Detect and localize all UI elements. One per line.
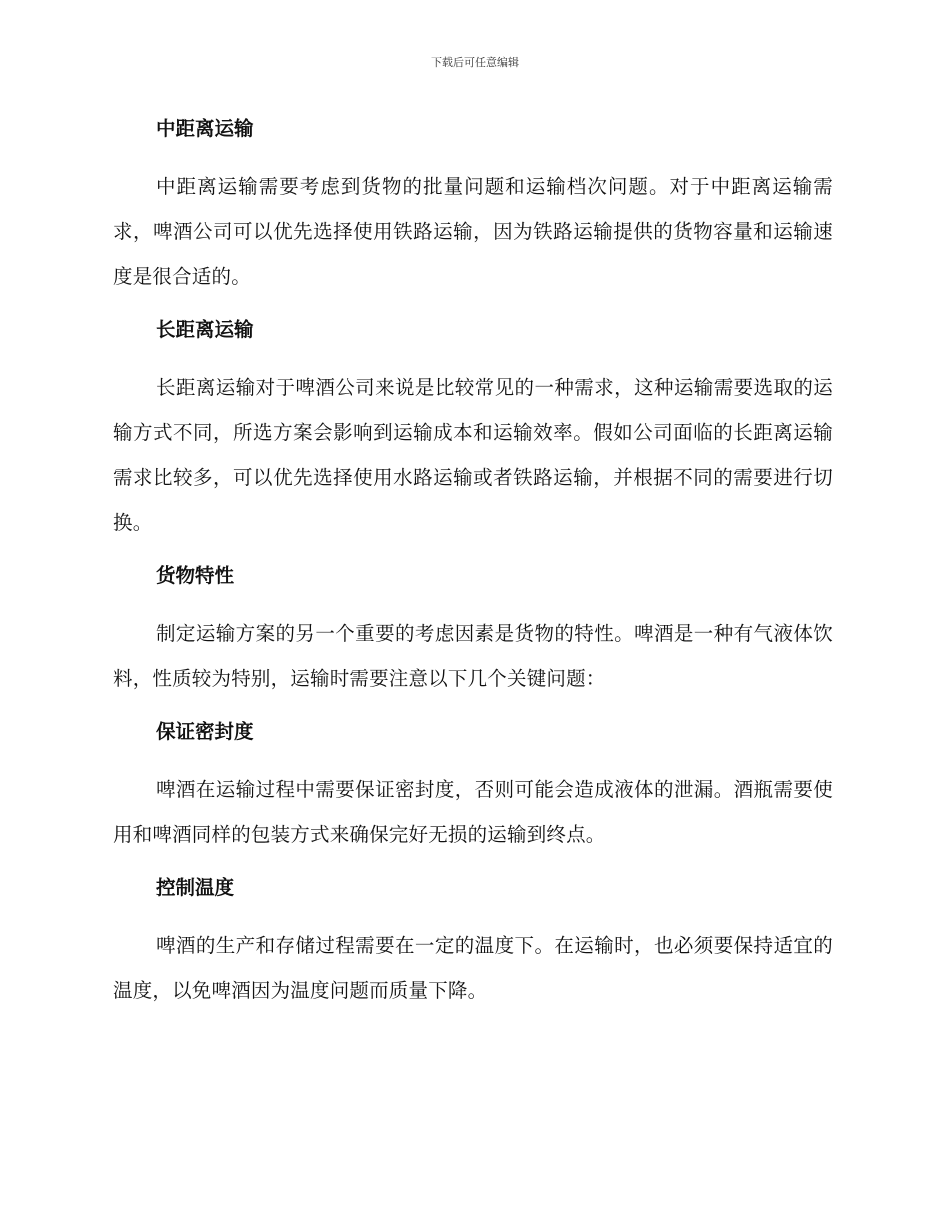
section-paragraph: 长距离运输对于啤酒公司来说是比较常见的一种需求，这种运输需要选取的运输方式不同，所选方案会影响到运输成本和运输效率。假如公司面临的长距离运输需求比较多，可以优先选择使用水路运输或者铁路运输，并根据不同的需要进行切换。 <box>113 376 833 534</box>
section-paragraph: 中距离运输需要考虑到货物的批量问题和运输档次问题。对于中距离运输需求，啤酒公司可以优先选择使用铁路运输，因为铁路运输提供的货物容量和运输速度是很合适的。 <box>113 175 833 288</box>
document-content <box>113 112 833 1013</box>
section-heading: 控制温度 <box>156 876 235 899</box>
section-heading: 货物特性 <box>156 564 235 587</box>
header-note: 下载后可任意编辑 <box>431 56 519 69</box>
section-heading: 长距离运输 <box>156 318 254 341</box>
section-paragraph: 制定运输方案的另一个重要的考虑因素是货物的特性。啤酒是一种有气液体饮料，性质较为特别，运输时需要注意以下几个关键问题： <box>113 622 833 690</box>
section-paragraph: 啤酒在运输过程中需要保证密封度，否则可能会造成液体的泄漏。酒瓶需要使用和啤酒同样的包装方式来确保完好无损的运输到终点。 <box>113 778 833 846</box>
section-paragraph: 啤酒的生产和存储过程需要在一定的温度下。在运输时，也必须要保持适宜的温度，以免啤酒因为温度问题而质量下降。 <box>113 934 833 1002</box>
section-heading: 保证密封度 <box>156 720 254 743</box>
section-heading: 中距离运输 <box>156 117 254 140</box>
